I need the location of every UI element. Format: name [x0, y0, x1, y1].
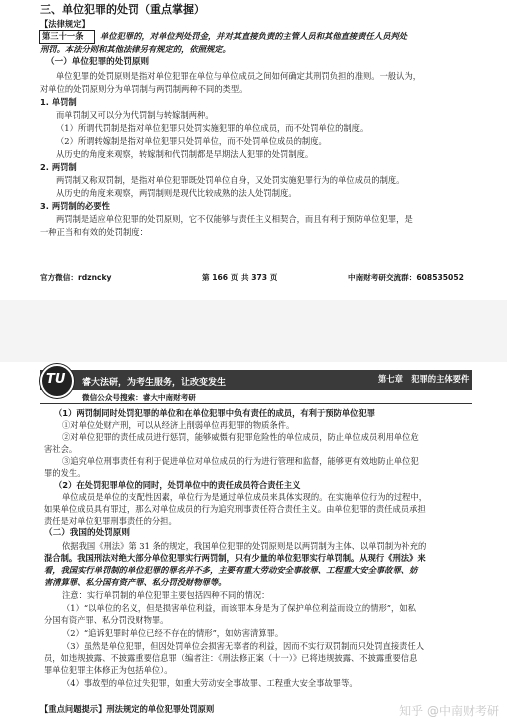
paragraph-line: 从历史的角度来观察，转嫁制和代罚制都是早期法人犯罪的处罚制度。 — [56, 149, 314, 159]
paragraph-line: 单位成员是单位的支配性因素，单位行为是通过单位成员来具体实现的。在实施单位行为的过程中， — [62, 492, 428, 502]
paragraph-line: 员，如违规披露、不披露重要信息罪（编者注：《刑法修正案（十一）》已将违规披露、不披露重要信息 — [44, 653, 418, 663]
law-tag: 【法律规定】 — [40, 19, 90, 29]
chapter-title: 第七章 犯罪的主体要件 — [378, 374, 470, 384]
brand-slogan: 睿大法研，为考生服务，让改变发生 — [82, 378, 227, 388]
paragraph-line: （3）虽然是单位犯罪，但因处罚单位会损害无辜者的利益，因而不实行双罚制而只处罚直接责任人 — [62, 641, 425, 651]
paragraph-line: （1）所谓代罚制是指对单位犯罪只处罚实施犯罪的单位成员，而不处罚单位的制度。 — [56, 123, 369, 133]
paragraph-line: 两罚制又称双罚制，是指对单位犯罪既处罚单位自身，又处罚实施犯罪行为的单位成员的制度。 — [56, 175, 405, 185]
paragraph-line: 依据我国《刑法》第 31 条的规定，我国单位犯罪的处罚原则是以两罚制为主体、以单罚制为补充的 — [62, 541, 427, 551]
document-page-167 — [0, 362, 507, 727]
paragraph-line: 如果单位成员具有罪过，那么对单位成员的行为追究刑事责任符合责任主义。由单位犯罪的责任成员承担 — [44, 504, 426, 514]
paragraph-line: 害清算罪、私分国有资产罪、私分罚没财物罪等。 — [44, 577, 227, 587]
heading-double-penalty: 2. 两罚制 — [40, 162, 77, 172]
paragraph-line: 责任是对单位犯罪刑事责任的分担。 — [44, 516, 177, 526]
key-point-tip: 【重点问题提示】刑法规定的单位犯罪处罚原则 — [40, 704, 215, 714]
paragraph-line: 一种正当和有效的处罚制度： — [40, 227, 148, 237]
paragraph-line: ①对单位处财产刑，可以从经济上削弱单位再犯罪的物质条件。 — [62, 420, 295, 430]
footer-wechat: 官方微信：rdzncky — [40, 273, 112, 282]
paragraph-line: 对单位的处罚原则分为单罚制与两罚制两种不同的类型。 — [40, 84, 248, 94]
paragraph-line: 混合制。我国刑法对绝大部分单位犯罪实行两罚制，只有少量的单位犯罪实行单罚制。从现行《刑法》来 — [44, 553, 426, 563]
article-text-line-1: 单位犯罪的，对单位判处罚金，并对其直接负责的主管人员和其他直接责任人员判处 — [100, 31, 407, 41]
paragraph-line: ③追究单位刑事责任有利于促进单位对单位成员的行为进行管理和监督，能够更有效地防止单位犯 — [62, 456, 419, 466]
paragraph-line: 罪的发生。 — [44, 468, 86, 478]
brand-logo: TU — [40, 364, 74, 398]
paragraph-line: （1）“以单位的名义，但是损害单位利益，而该罪本身是为了保护单位利益而设立的情形”，如私 — [62, 603, 416, 613]
footer-group-number: 中南财考研交流群：608535052 — [348, 273, 464, 282]
point-1-heading: （1）两罚制同时处罚犯罪的单位和在单位犯罪中负有责任的成员，有利于预防单位犯罪 — [54, 408, 376, 418]
paragraph-line: 罪单位犯罪主体修正为包括单位）。 — [44, 665, 173, 675]
section-title: 三、单位犯罪的处罚（重点掌握） — [40, 3, 205, 16]
heading-necessity: 3. 两罚制的必要性 — [40, 201, 110, 211]
paragraph-line: （2）“追诉犯罪时单位已经不存在的情形”，如妨害清算罪。 — [62, 628, 284, 638]
article-text-line-2: 刑罚。本法分则和其他法律另有规定的，依照规定。 — [40, 44, 231, 54]
header-rule — [40, 403, 472, 404]
paragraph-line: （2）所谓转嫁制是指对单位犯罪只处罚单位，而不处罚单位成员的制度。 — [56, 136, 327, 146]
page-gap — [0, 300, 507, 362]
paragraph-line: （4）事故型的单位过失犯罪，如重大劳动安全事故罪、工程重大安全事故罪等。 — [62, 678, 358, 688]
paragraph-line: 看，我国实行单罚制的单位犯罪的罪名并不多，主要有重大劳动安全事故罪、工程重大安全事故罪、妨 — [44, 565, 418, 575]
paragraph-line: 分国有资产罪、私分罚没财物罪。 — [44, 615, 169, 625]
article-label: 第三十一条 — [42, 31, 84, 41]
footer-page-number: 第 166 页 共 373 页 — [202, 273, 278, 282]
header-wechat: 微信公众号搜索：睿大中南财考研 — [82, 393, 196, 402]
paragraph-line: 害社会。 — [44, 444, 78, 454]
watermark: 知乎 @中南财考研 — [399, 704, 499, 718]
paragraph-line: 单位犯罪的处罚原则是指对单位犯罪在单位与单位成员之间如何确定其刑罚负担的准则。一般认为， — [56, 71, 422, 81]
point-2-heading: （2）在处罚犯罪单位的同时，处罚单位中的责任成员符合责任主义 — [54, 480, 301, 490]
paragraph-line: ②对单位犯罪的责任成员进行惩罚，能够威慑有犯罪危险性的单位成员，防止单位成员利用单位危 — [62, 432, 419, 442]
paragraph-line: 而单罚制又可以分为代罚制与转嫁制两种。 — [56, 110, 214, 120]
note-line: 注意：实行单罚制的单位犯罪主要包括四种不同的情况： — [62, 590, 270, 600]
subsection-heading: （一）单位犯罪的处罚原则 — [46, 57, 150, 67]
paragraph-line: 从历史的角度来观察，两罚制则是现代比较成熟的法人处罚制度。 — [56, 188, 297, 198]
paragraph-line: 两罚制是适应单位犯罪的处罚原则，它不仅能够与责任主义相契合，而且有利于预防单位犯罪，是 — [56, 214, 413, 224]
subsection-heading: （二）我国的处罚原则 — [44, 528, 130, 538]
document-page-166 — [0, 0, 507, 300]
heading-single-penalty: 1. 单罚制 — [40, 97, 77, 107]
